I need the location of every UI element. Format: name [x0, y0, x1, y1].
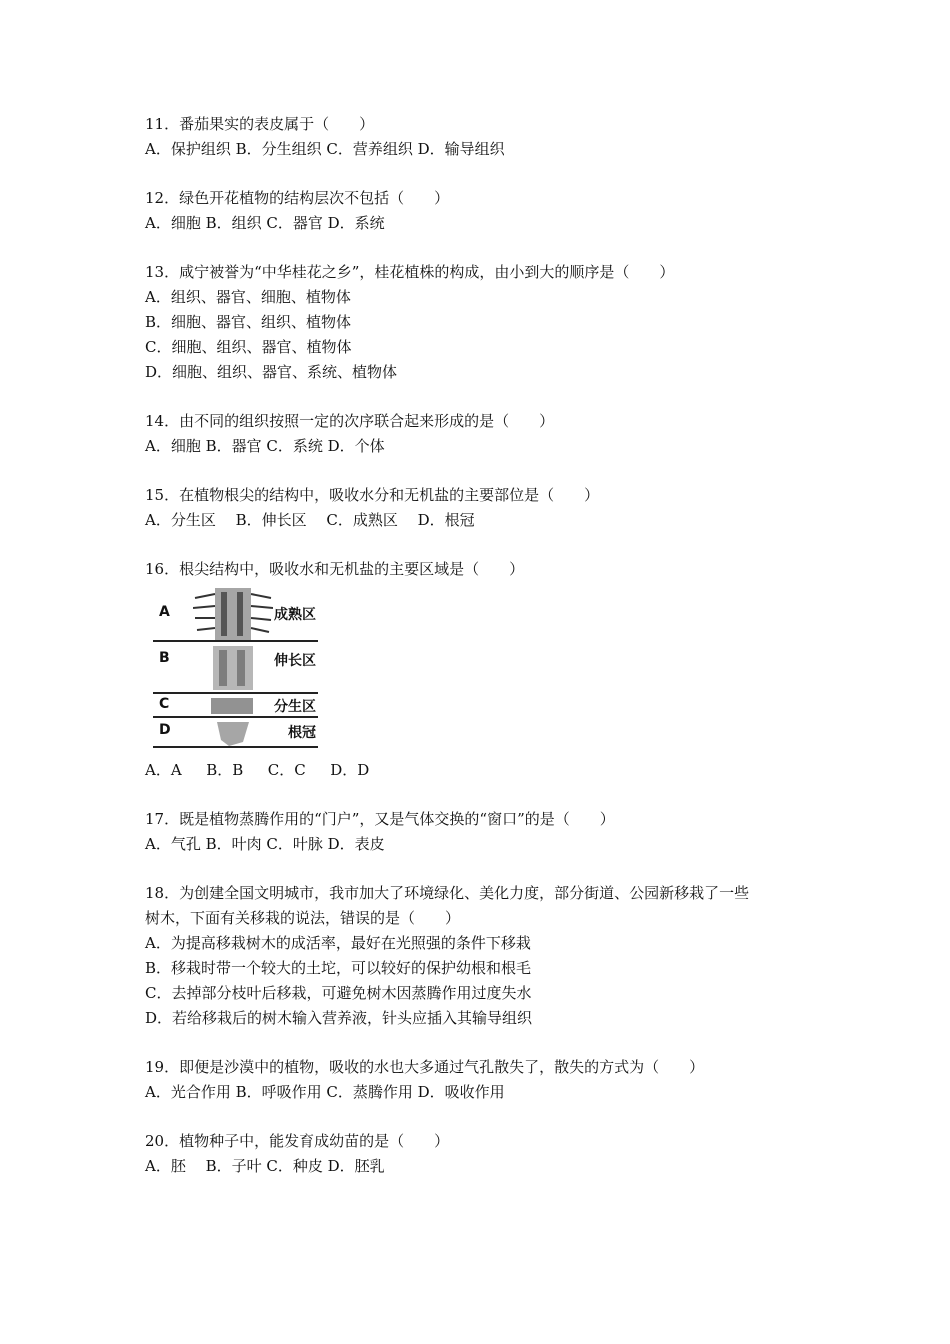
- question-stem: 13．咸宁被誉为“中华桂花之乡”，桂花植株的构成，由小到大的顺序是（ ）: [145, 263, 675, 281]
- option-line: B．移栽时带一个较大的土坨，可以较好的保护幼根和根毛: [145, 959, 532, 977]
- question-15: [145, 483, 825, 533]
- question-20: [145, 1129, 825, 1179]
- question-stem: 20．植物种子中，能发育成幼苗的是（ ）: [145, 1132, 450, 1150]
- option-line: C．去掉部分枝叶后移栽，可避免树木因蒸腾作用过度失水: [145, 984, 532, 1002]
- question-16: [145, 557, 825, 783]
- question-19: [145, 1055, 825, 1105]
- figure-letter: A: [159, 604, 170, 620]
- option-line: D．细胞、组织、器官、系统、植物体: [145, 363, 398, 381]
- question-17: [145, 807, 825, 857]
- figure-divider: [153, 640, 318, 642]
- root-tip-illustration: [193, 584, 273, 754]
- option-line: A．保护组织 B．分生组织 C．营养组织 D．输导组织: [145, 140, 505, 158]
- figure-letter: D: [159, 722, 171, 738]
- question-stem: 12．绿色开花植物的结构层次不包括（ ）: [145, 189, 450, 207]
- option-line: A．气孔 B．叶肉 C．叶脉 D．表皮: [145, 835, 385, 853]
- option-line: A．A B．B C．C D．D: [145, 761, 370, 779]
- question-stem: 18．为创建全国文明城市，我市加大了环境绿化、美化力度，部分街道、公园新移栽了一些: [145, 884, 750, 902]
- question-stem: 17．既是植物蒸腾作用的“门户”，又是气体交换的“窗口”的是（ ）: [145, 810, 615, 828]
- option-line: A．组织、器官、细胞、植物体: [145, 288, 351, 306]
- question-list: [145, 112, 825, 1203]
- figure-label: 成熟区: [274, 607, 316, 623]
- root-tip-figure: [153, 584, 328, 756]
- option-line: A．细胞 B．组织 C．器官 D．系统: [145, 214, 385, 232]
- question-stem: 16．根尖结构中，吸收水和无机盐的主要区域是（ ）: [145, 560, 525, 578]
- question-stem-continued: 树木，下面有关移栽的说法，错误的是（ ）: [145, 909, 461, 927]
- question-11: [145, 112, 825, 162]
- figure-label: 伸长区: [274, 653, 316, 669]
- figure-divider: [153, 692, 318, 694]
- option-line: A．分生区 B．伸长区 C．成熟区 D．根冠: [145, 511, 475, 529]
- question-stem: 19．即便是沙漠中的植物，吸收的水也大多通过气孔散失了，散失的方式为（ ）: [145, 1058, 705, 1076]
- option-line: C．细胞、组织、器官、植物体: [145, 338, 352, 356]
- question-stem: 15．在植物根尖的结构中，吸收水分和无机盐的主要部位是（ ）: [145, 486, 600, 504]
- question-stem: 11．番茄果实的表皮属于（ ）: [145, 115, 375, 133]
- figure-divider: [153, 716, 318, 718]
- option-line: A．光合作用 B．呼吸作用 C．蒸腾作用 D．吸收作用: [145, 1083, 505, 1101]
- figure-letter: C: [159, 696, 170, 712]
- question-13: [145, 260, 825, 385]
- figure-label: 根冠: [288, 725, 316, 741]
- question-12: [145, 186, 825, 236]
- option-line: A．胚 B．子叶 C．种皮 D．胚乳: [145, 1157, 385, 1175]
- figure-label: 分生区: [274, 699, 316, 715]
- figure-letter: B: [159, 650, 170, 666]
- option-line: D．若给移栽后的树木输入营养液，针头应插入其输导组织: [145, 1009, 533, 1027]
- question-stem: 14．由不同的组织按照一定的次序联合起来形成的是（ ）: [145, 412, 555, 430]
- option-line: A．细胞 B．器官 C．系统 D．个体: [145, 437, 385, 455]
- figure-divider: [153, 746, 318, 748]
- option-line: B．细胞、器官、组织、植物体: [145, 313, 352, 331]
- option-line: A．为提高移栽树木的成活率，最好在光照强的条件下移栽: [145, 934, 531, 952]
- question-14: [145, 409, 825, 459]
- question-18: [145, 881, 825, 1031]
